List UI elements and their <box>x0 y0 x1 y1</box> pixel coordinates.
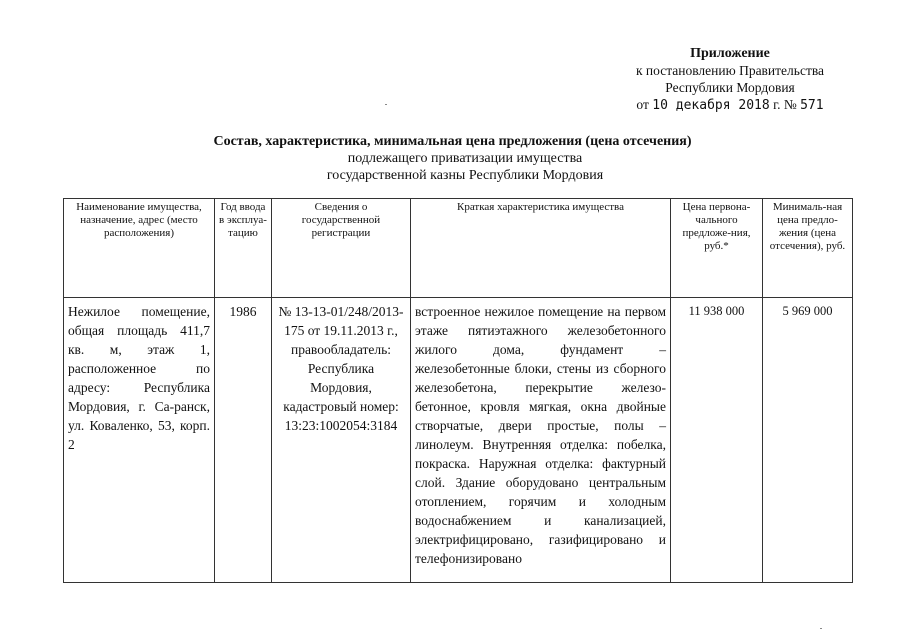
table-header-row <box>64 199 853 298</box>
header-year: Год ввода в эксплуа-тацию <box>215 199 272 298</box>
appendix-block <box>600 45 860 114</box>
table-row <box>64 298 853 583</box>
appendix-date-line <box>600 96 860 114</box>
scan-speck <box>385 104 387 105</box>
cell-initial-price: 11 938 000 <box>671 298 763 583</box>
date-suffix: г. № <box>773 97 797 112</box>
heading-main: Состав, характеристика, минимальная цена предложения (цена отсечения) <box>213 134 692 149</box>
decree-number: 571 <box>800 98 824 113</box>
header-name: Наименование имущества, назначение, адрес (место расположения) <box>64 199 215 298</box>
scan-speck <box>820 628 822 629</box>
heading-sub-2: государственной казны Республики Мордовия <box>326 168 604 183</box>
date-value: 10 декабря 2018 <box>652 98 770 113</box>
cell-registration: № 13-13-01/248/2013-175 от 19.11.2013 г., правообладатель: Республика Мордовия, кадастровый номер: 13:23:1002054:3184 <box>272 298 411 583</box>
cell-description: встроенное нежилое помещение на первом этаже пятиэтажного железобетонного жилого дома, фундамент – железобетонные блоки, стены из сборного железобетона, перекрытие железо-бетонное, кровля мягкая, окна двойные створчатые, двери простые, полы – линолеум. Внутренняя отделка: побелка, покраска. Наружная отделка: фактурный слой. Здание оборудовано центральным отоплением, горячим и холодным водоснабжением и канализацией, электрифицировано, газифицировано и телефонизировано <box>411 298 671 583</box>
header-registration: Сведения о государственной регистрации <box>272 199 411 298</box>
document-heading <box>0 133 905 184</box>
cell-name: Нежилое помещение, общая площадь 411,7 кв. м, этаж 1, расположенное по адресу: Республика Мордовия, г. Са-ранск, ул. Коваленко, 53, корп. 2 <box>64 298 215 583</box>
appendix-line-1: к постановлению Правительства <box>635 63 825 78</box>
heading-sub-1: подлежащего приватизации имущества <box>347 151 583 166</box>
appendix-line-2: Республики Мордовия <box>665 80 795 95</box>
header-initial-price: Цена первона-чального предложе-ния, руб.* <box>671 199 763 298</box>
header-description: Краткая характеристика имущества <box>411 199 671 298</box>
date-prefix: от <box>636 97 649 112</box>
cell-year: 1986 <box>215 298 272 583</box>
cell-min-price: 5 969 000 <box>763 298 853 583</box>
appendix-title: Приложение <box>690 46 770 61</box>
header-min-price: Минималь-ная цена предло-жения (цена отсечения), руб. <box>763 199 853 298</box>
property-table <box>63 198 853 583</box>
